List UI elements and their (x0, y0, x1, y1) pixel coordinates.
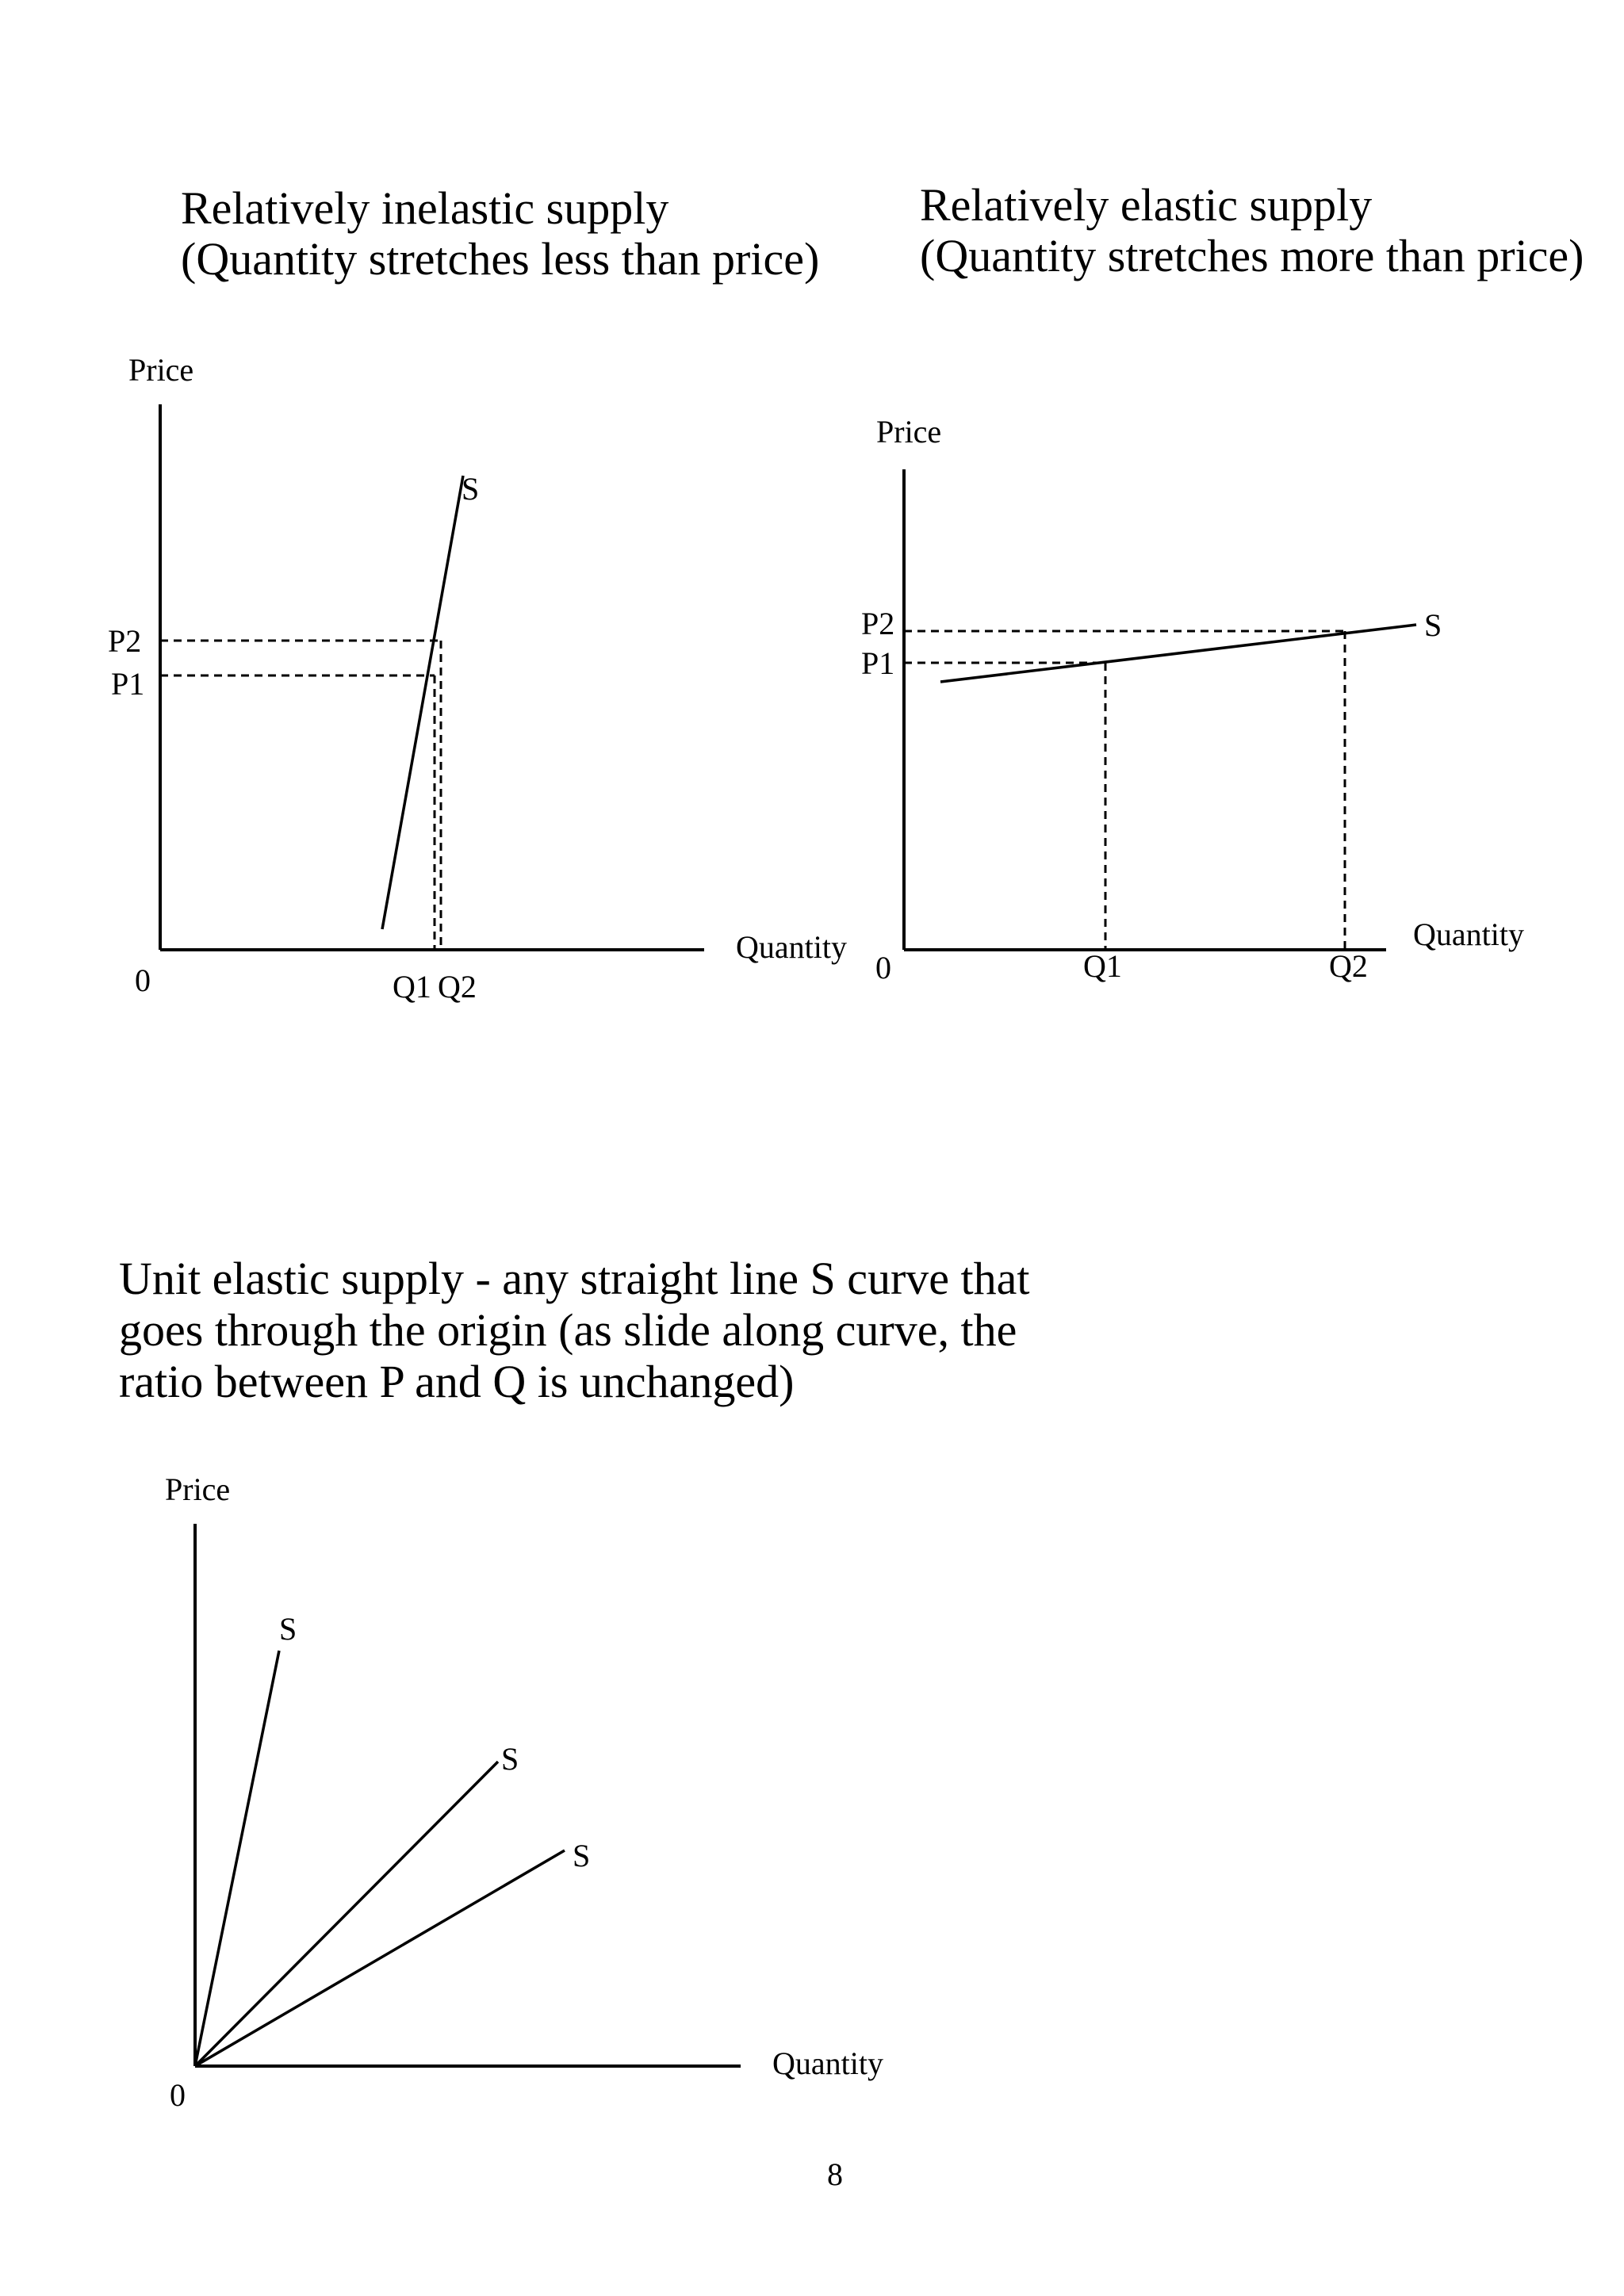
elastic-title-line2: (Quantity stretches more than price) (920, 230, 1584, 281)
inelastic-supply-curve (382, 476, 463, 929)
unit-x-axis-label: Quantity (772, 2045, 883, 2081)
unit-curve-label-flat: S (573, 1838, 591, 1873)
elastic-curve-label: S (1424, 607, 1442, 643)
page-number: 8 (827, 2156, 843, 2192)
unit-elastic-figure (119, 1253, 1029, 2113)
unit-supply-curve-flat (195, 1850, 565, 2066)
elastic-p2-label: P2 (861, 606, 895, 641)
elastic-origin-label: 0 (875, 950, 891, 985)
elastic-p1-label: P1 (861, 645, 895, 681)
elastic-y-axis-label: Price (876, 414, 942, 450)
inelastic-curve-label: S (462, 471, 480, 507)
elastic-supply-figure (861, 179, 1584, 985)
inelastic-y-axis-label: Price (128, 352, 194, 388)
unit-text-line2: goes through the origin (as slide along curve, the (119, 1304, 1017, 1356)
inelastic-title-line2: (Quantity stretches less than price) (181, 233, 820, 285)
unit-text-line1: Unit elastic supply - any straight line S curve that (119, 1253, 1030, 1304)
unit-curve-label-middle: S (501, 1741, 519, 1777)
inelastic-x-axis-label: Quantity (736, 929, 847, 965)
inelastic-q1-label: Q1 (393, 969, 431, 1004)
inelastic-supply-figure (108, 182, 847, 1004)
unit-supply-curve-middle (195, 1762, 498, 2066)
inelastic-origin-label: 0 (135, 962, 151, 998)
inelastic-q2-label: Q2 (438, 969, 477, 1004)
elastic-x-axis-label: Quantity (1413, 916, 1524, 952)
inelastic-p2-label: P2 (108, 623, 142, 659)
inelastic-p1-label: P1 (111, 666, 145, 702)
unit-text-line3: ratio between P and Q is unchanged) (119, 1356, 795, 1407)
unit-origin-label: 0 (170, 2077, 186, 2113)
elastic-q1-label: Q1 (1083, 948, 1122, 984)
unit-curve-label-steep: S (279, 1611, 297, 1647)
elastic-title-line1: Relatively elastic supply (920, 179, 1373, 231)
unit-supply-curve-steep (195, 1651, 279, 2066)
unit-y-axis-label: Price (165, 1471, 231, 1507)
inelastic-title-line1: Relatively inelastic supply (181, 182, 669, 234)
elastic-q2-label: Q2 (1329, 948, 1368, 984)
